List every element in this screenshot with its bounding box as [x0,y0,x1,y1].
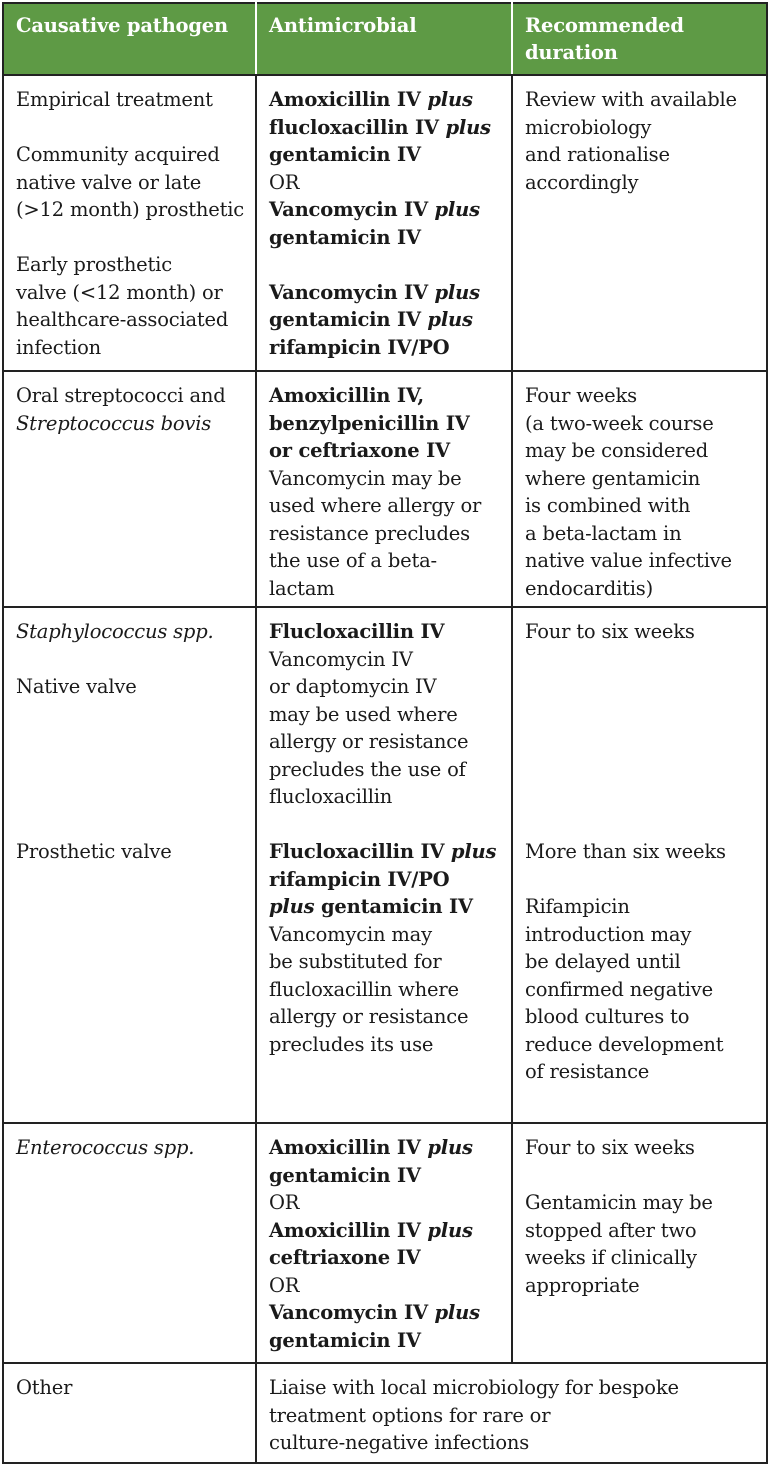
cell-staph-antimicrobial: Flucloxacillin IV Vancomycin IV or daptomycin IV may be used where allergy or resistance precludes the use of flucloxacillin Flucloxacillin IV plus rifampicin IV/PO plus gentamicin IV Vancomycin may be substituted for flucloxacillin where allergy or resistance precludes its use [256,607,512,1123]
cell-staph-pathogen: Staphylococcus spp. Native valve Prosthetic valve [3,607,256,1123]
cell-empirical-pathogen: Empirical treatment Community acquired native valve or late (>12 month) prosthetic Early prosthetic valve (<12 month) or healthcare-associated infection [3,75,256,371]
cell-staph-duration: Four to six weeks More than six weeks Rifampicin introduction may be delayed until confirmed negative blood cultures to reduce development of resistance [512,607,767,1123]
cell-strep-antimicrobial: Amoxicillin IV, benzylpenicillin IV or ceftriaxone IV Vancomycin may be used where allergy or resistance precludes the use of a beta- lactam [256,371,512,607]
cell-entero-pathogen: Enterococcus spp. [3,1123,256,1363]
table-row-empirical [3,75,767,371]
cell-other-pathogen: Other [3,1363,256,1463]
cell-strep-duration: Four weeks (a two-week course may be considered where gentamicin is combined with a beta-lactam in native value infective endocarditis) [512,371,767,607]
cell-strep-pathogen: Oral streptococci and Streptococcus bovis [3,371,256,607]
cell-empirical-duration: Review with available microbiology and rationalise accordingly [512,75,767,371]
header-antimicrobial: Antimicrobial [256,3,512,75]
table-row-staphylococcus [3,607,767,1123]
cell-other-note: Liaise with local microbiology for bespoke treatment options for rare or culture-negative infections [256,1363,767,1463]
table-row-oral-streptococci [3,371,767,607]
header-pathogen: Causative pathogen [3,3,256,75]
table-header-row [3,3,767,75]
table-row-other [3,1363,767,1463]
antimicrobial-guidance-table [2,2,768,1464]
header-duration: Recommended duration [512,3,767,75]
cell-empirical-antimicrobial: Amoxicillin IV plus flucloxacillin IV plus gentamicin IV OR Vancomycin IV plus gentamicin IV Vancomycin IV plus gentamicin IV plus rifampicin IV/PO [256,75,512,371]
cell-entero-duration: Four to six weeks Gentamicin may be stopped after two weeks if clinically appropriate [512,1123,767,1363]
cell-entero-antimicrobial: Amoxicillin IV plus gentamicin IV OR Amoxicillin IV plus ceftriaxone IV OR Vancomycin IV plus gentamicin IV [256,1123,512,1363]
table-row-enterococcus [3,1123,767,1363]
